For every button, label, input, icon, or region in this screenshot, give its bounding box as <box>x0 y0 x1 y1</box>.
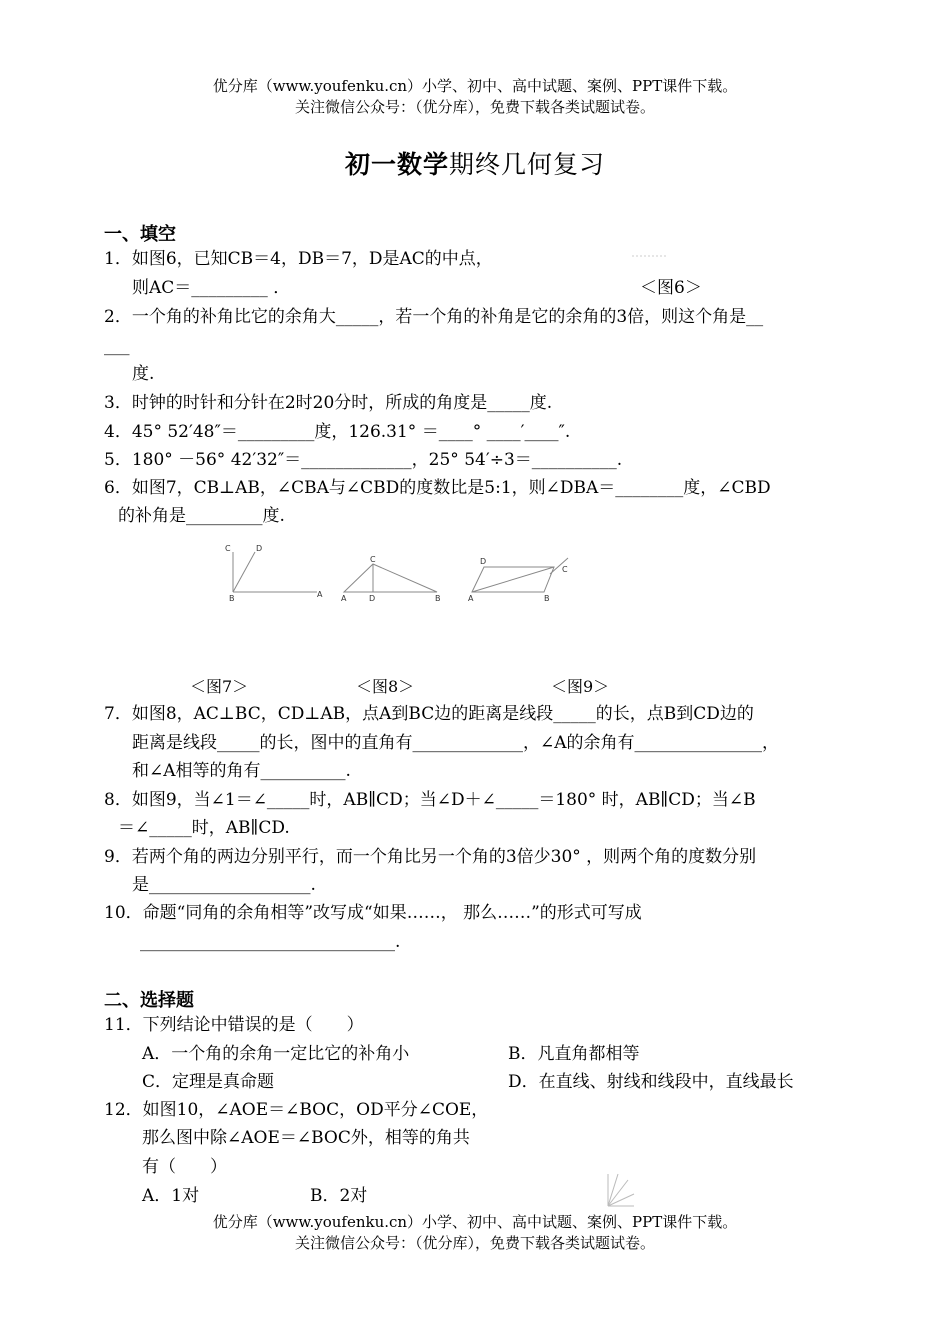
fig8-label-d: D <box>369 594 376 603</box>
q10-line-1: 10．命题“同角的余角相等”改写成“如果……， 那么……”的形式可写成 <box>104 903 642 923</box>
q9-line-2: 是___________________. <box>132 875 316 895</box>
q7-line-3: 和∠A相等的角有__________. <box>132 761 351 781</box>
q12-line-2: 那么图中除∠AOE＝∠BOC外，相等的角共 <box>142 1128 470 1148</box>
q12-line-1: 12．如图10，∠AOE＝∠BOC，OD平分∠COE， <box>104 1100 489 1120</box>
page-title <box>0 145 950 181</box>
q11-option-b: B．凡直角都相等 <box>508 1044 640 1064</box>
q11-option-d: D．在直线、射线和线段中，直线最长 <box>508 1072 794 1092</box>
q9-line-1: 9．若两个角的两边分别平行，而一个角比另一个角的3倍少30° ，则两个角的度数分别 <box>104 847 757 867</box>
q7-line-1: 7．如图8，AC⊥BC，CD⊥AB，点A到BC边的距离是线段_____的长，点B到CD边的 <box>104 704 754 724</box>
q2-line-3: 度. <box>132 364 155 384</box>
q11-option-a: A．一个角的余角一定比它的补角小 <box>142 1044 410 1064</box>
q1-line-2: 则AC＝_________ ． <box>132 278 291 298</box>
q1-line-1: 1．如图6，已知CB＝4，DB＝7，D是AC的中点， <box>104 249 493 269</box>
fig9-label-c: C <box>562 565 568 574</box>
fig7-label-a: A <box>317 590 323 599</box>
fig8-label-c: C <box>370 555 376 564</box>
q12-option-b: B．2对 <box>310 1186 368 1206</box>
fig9-label-a: A <box>468 594 474 603</box>
figure-9-caption: ＜图9＞ <box>551 677 610 696</box>
q2-line-1: 2．一个角的补角比它的余角大_____，若一个角的补角是它的余角的3倍，则这个角是__ <box>104 307 764 327</box>
q7-line-2: 距离是线段_____的长，图中的直角有_____________，∠A的余角有_______________， <box>132 733 780 753</box>
figure-6-caption: ＜图6＞ <box>640 278 702 298</box>
section-heading-choice: 二、选择题 <box>104 990 194 1011</box>
q3-line-1: 3．时钟的时针和分针在2时20分时，所成的角度是_____度. <box>104 393 553 413</box>
figure-7-image <box>215 540 330 602</box>
fig7-label-b: B <box>229 594 235 602</box>
figure-9-image <box>464 552 576 604</box>
fig8-label-a: A <box>341 594 347 603</box>
q10-line-2: ______________________________. <box>140 932 401 952</box>
figure-6-image <box>630 252 670 260</box>
q12-option-a: A．1对 <box>142 1186 200 1206</box>
section-heading-fill-in: 一、填空 <box>104 224 176 245</box>
q11-option-c: C．定理是真命题 <box>142 1072 275 1092</box>
q5-line-1: 5．180° －56° 42′32″＝_____________，25° 54′÷3＝__________. <box>104 450 623 470</box>
fig9-label-b: B <box>544 594 550 603</box>
figure-7-caption: ＜图7＞ <box>190 677 249 696</box>
q12-line-3: 有（ ） <box>142 1157 227 1177</box>
q6-line-1: 6．如图7，CB⊥AB，∠CBA与∠CBD的度数比是5:1，则∠DBA＝________度，∠CBD <box>104 478 771 498</box>
figure-10-image <box>598 1168 638 1210</box>
header-line-1: 优分库（www.youfenku.cn）小学、初中、高中试题、案例、PPT课件下载。 <box>212 77 738 95</box>
fig7-label-c: C <box>225 544 231 553</box>
fig8-label-b: B <box>435 594 441 603</box>
q8-line-1: 8．如图9，当∠1＝∠_____时，AB∥CD；当∠D＋∠_____＝180° 时，AB∥CD；当∠B <box>104 790 756 810</box>
footer-line-1: 优分库（www.youfenku.cn）小学、初中、高中试题、案例、PPT课件下载。 <box>212 1213 738 1231</box>
header-line-2: 关注微信公众号：（优分库），免费下载各类试题试卷。 <box>294 98 655 116</box>
q11-stem: 11．下列结论中错误的是（ ） <box>104 1015 364 1035</box>
footer-line-2: 关注微信公众号：（优分库），免费下载各类试题试卷。 <box>294 1234 655 1252</box>
q4-line-1: 4．45° 52′48″＝_________度，126.31° ＝____° ____′____″. <box>104 422 571 442</box>
q2-line-2: ___ <box>104 336 130 356</box>
q6-line-2: 的补角是_________度. <box>118 506 285 526</box>
fig7-label-d: D <box>256 544 263 553</box>
fig9-label-d: D <box>480 557 487 566</box>
figure-8-image <box>337 552 449 604</box>
q8-line-2: ＝∠_____时，AB∥CD. <box>118 818 290 838</box>
title-rest: 期终几何复习 <box>449 150 606 179</box>
title-bold: 初一数学 <box>344 150 449 179</box>
figure-8-caption: ＜图8＞ <box>356 677 415 696</box>
